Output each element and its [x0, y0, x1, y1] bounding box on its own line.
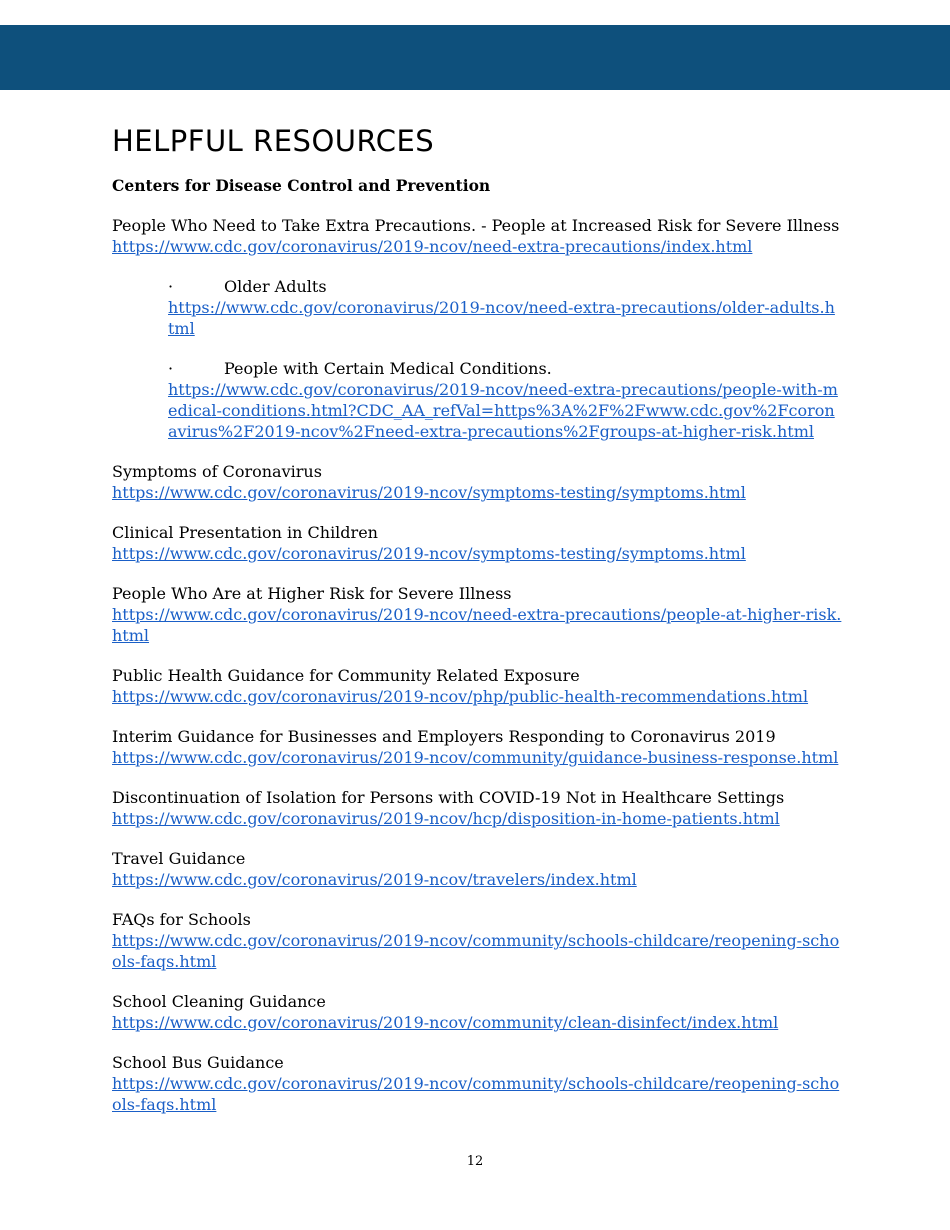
resource-link[interactable]: https://www.cdc.gov/coronavirus/2019-ncov/hcp/disposition-in-home-patients.html: [112, 809, 780, 828]
resource-title: School Cleaning Guidance: [112, 992, 326, 1011]
resource-entry: [112, 583, 842, 646]
resource-title: People Who Need to Take Extra Precautions. - People at Increased Risk for Severe Illness: [112, 216, 840, 235]
resource-link[interactable]: https://www.cdc.gov/coronavirus/2019-ncov/php/public-health-recommendations.html: [112, 687, 809, 706]
resource-entry: [112, 787, 842, 829]
bullet-icon: ·: [168, 277, 174, 296]
resource-link[interactable]: https://www.cdc.gov/coronavirus/2019-ncov/community/schools-childcare/reopening-schools-faqs.html: [112, 931, 840, 971]
resource-title: People Who Are at Higher Risk for Severe Illness: [112, 584, 512, 603]
sub-resource-entry: [168, 276, 838, 339]
page-number: 12: [466, 1154, 484, 1169]
resource-link[interactable]: https://www.cdc.gov/coronavirus/2019-ncov/symptoms-testing/symptoms.html: [112, 483, 746, 502]
resource-entry: [112, 909, 842, 972]
resource-link[interactable]: https://www.cdc.gov/coronavirus/2019-ncov/community/schools-childcare/reopening-schools-faqs.html: [112, 1074, 840, 1114]
bullet-icon: ·: [168, 359, 174, 378]
resource-entry: [112, 726, 842, 768]
resource-link[interactable]: https://www.cdc.gov/coronavirus/2019-ncov/symptoms-testing/symptoms.html: [112, 544, 746, 563]
resource-title: FAQs for Schools: [112, 910, 251, 929]
resource-title: School Bus Guidance: [112, 1053, 284, 1072]
resource-title: Public Health Guidance for Community Related Exposure: [112, 666, 580, 685]
resource-entry: [112, 848, 842, 890]
resource-link[interactable]: https://www.cdc.gov/coronavirus/2019-ncov/community/clean-disinfect/index.html: [112, 1013, 779, 1032]
resource-entry: [112, 522, 842, 564]
resource-title: Symptoms of Coronavirus: [112, 462, 322, 481]
page-title: HELPFUL RESOURCES: [112, 124, 435, 158]
resource-link[interactable]: https://www.cdc.gov/coronavirus/2019-ncov/need-extra-precautions/index.html: [112, 237, 753, 256]
header-band: [0, 25, 950, 90]
resource-entry: [112, 665, 842, 707]
sub-resource-entry: [168, 358, 838, 442]
resource-link[interactable]: https://www.cdc.gov/coronavirus/2019-ncov/community/guidance-business-response.html: [112, 748, 839, 767]
organization-heading: Centers for Disease Control and Prevention: [112, 176, 491, 195]
resource-entry: [112, 461, 842, 503]
resource-link[interactable]: https://www.cdc.gov/coronavirus/2019-ncov/need-extra-precautions/people-with-medical-conditions.html?CDC_AA_refVal=https%3A%2F%2Fwww.cdc.gov%2Fcoronavirus%2F2019-ncov%2Fneed-extra-precautions%2Fgroups-at-higher-risk.html: [168, 380, 838, 441]
resource-entry: [112, 991, 842, 1033]
resource-title: Discontinuation of Isolation for Persons with COVID-19 Not in Healthcare Settings: [112, 788, 785, 807]
resources-list: [112, 175, 842, 1134]
resource-link[interactable]: https://www.cdc.gov/coronavirus/2019-ncov/travelers/index.html: [112, 870, 637, 889]
resource-title: Interim Guidance for Businesses and Employers Responding to Coronavirus 2019: [112, 727, 776, 746]
resource-title: Older Adults: [224, 277, 327, 296]
resource-link[interactable]: https://www.cdc.gov/coronavirus/2019-ncov/need-extra-precautions/older-adults.html: [168, 298, 835, 338]
resource-title: Travel Guidance: [112, 849, 246, 868]
resource-title: Clinical Presentation in Children: [112, 523, 378, 542]
resource-entry: [112, 215, 842, 257]
resource-link[interactable]: https://www.cdc.gov/coronavirus/2019-ncov/need-extra-precautions/people-at-higher-risk.html: [112, 605, 842, 645]
resource-title: People with Certain Medical Conditions.: [224, 359, 552, 378]
resource-entry: [112, 1052, 842, 1115]
